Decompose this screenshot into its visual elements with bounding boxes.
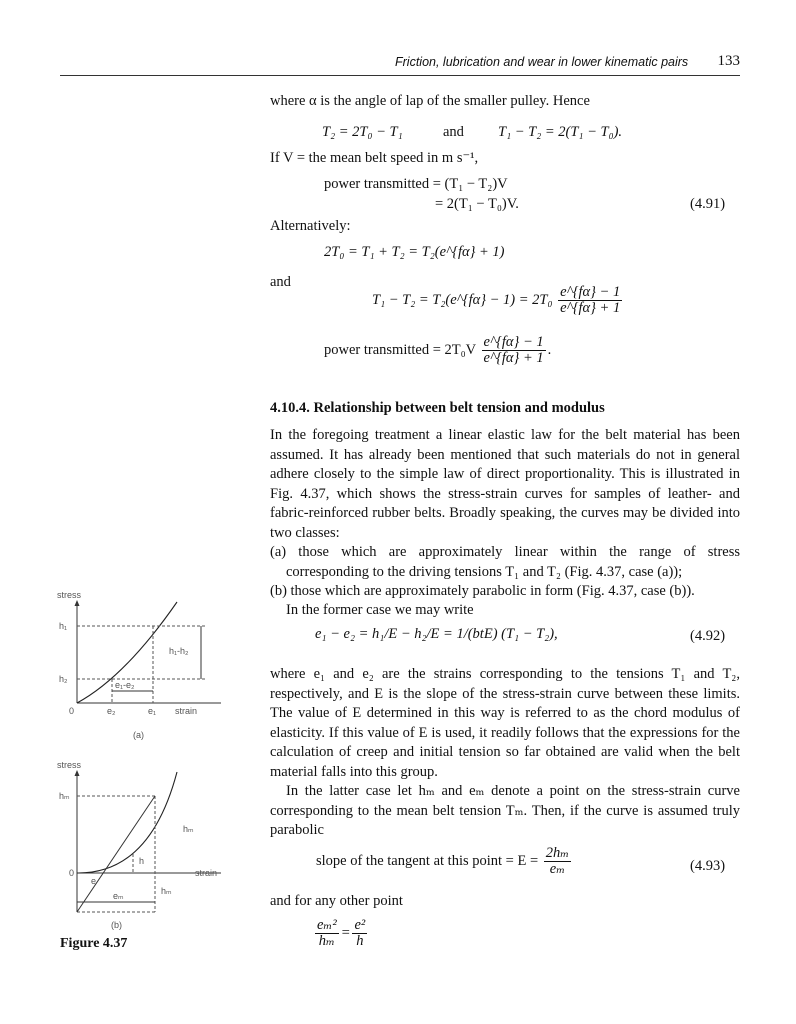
eq-t2: T₂ = 2T₀ − T₁ — [322, 124, 403, 140]
eq-number-4-92: (4.92) — [690, 628, 726, 644]
belt-speed-line: If V = the mean belt speed in m s⁻¹, — [270, 150, 479, 166]
fig-b-curve — [77, 772, 177, 873]
fig-a-e2: e₂ — [107, 706, 116, 716]
any-other-point: and for any other point — [270, 893, 403, 909]
eq-and: and — [443, 124, 464, 140]
figure-b — [55, 762, 245, 932]
eq-4-93-num: 2hₘ — [545, 845, 570, 861]
fig-b-em: eₘ — [113, 891, 124, 901]
list-item-b: (b) those which are approximately parabolic in form (Fig. 4.37, case (b)). — [270, 583, 695, 599]
pt-fraction-num: e^{fα} − 1 — [483, 334, 544, 350]
former-case: In the former case we may write — [286, 602, 474, 618]
fig-a-ylabel: stress — [57, 592, 82, 600]
figure-a — [55, 592, 245, 740]
pt-fraction-den: e^{fα} + 1 — [483, 350, 544, 366]
fig-b-hm2: hₘ — [183, 824, 194, 834]
paragraph-1: In the foregoing treatment a linear elastic law for the belt material has been assumed. It has already been mentioned that such materials do not in general adhere closely to the simple law of direct proportionality. This is illustrated in Fig. 4.37, which shows the stress-strain curves for samples of leather- and fabric-reinforced rubber belts. Broadly speaking, the curves may be divided into two classes: — [270, 427, 740, 541]
and-label: and — [270, 274, 291, 290]
eq-pt-left: power transmitted = 2T₀V — [324, 341, 476, 358]
fig-a-de: e₁-e₂ — [115, 680, 135, 690]
eq-4-93-den: eₘ — [549, 861, 566, 877]
fig-a-dh: h₁-h₂ — [169, 646, 189, 656]
fig-a-h2: h₂ — [59, 674, 68, 684]
fig-a-sublabel: (a) — [133, 730, 144, 740]
fig-a-y-arrow — [75, 600, 80, 606]
eq-t1-t2-ratio — [372, 285, 624, 316]
pt-fraction — [482, 335, 546, 366]
running-title: Friction, lubrication and wear in lower kinematic pairs — [395, 55, 689, 69]
eq-last-left-den: hₘ — [318, 933, 335, 949]
eq-last-left — [315, 918, 339, 949]
figure-caption: Figure 4.37 — [60, 936, 128, 951]
eq-last-right-num: e² — [354, 917, 366, 933]
intro-line: where α is the angle of lap of the smaller pulley. Hence — [270, 93, 590, 109]
fig-b-y-arrow — [75, 770, 80, 776]
eq-t1-t2-left: T₁ − T₂ = T₂(e^{fα} − 1) = 2T₀ — [372, 291, 553, 308]
fig-b-e: e — [91, 876, 97, 886]
eq-number-4-93: (4.93) — [690, 858, 726, 874]
eq-number-4-91: (4.91) — [690, 196, 726, 212]
eq-last: $\frac{\text{eₘ²}}{\text{hₘ}}$ = $\frac{\text{e²}}{h}$ — [317, 917, 366, 949]
eq-alternative: 2T₀ = T₁ + T₂ = T₂(e^{fα} + 1) — [324, 244, 505, 260]
fig-b-hm3: hₘ — [161, 886, 172, 896]
eq-power-1: power transmitted = (T₁ − T₂)V — [324, 176, 508, 192]
list-item-a: (a) those which are approximately linear within the range of stress corresponding to the driving tensions T₁ and T₂ (Fig. 4.37, case (a)); — [270, 544, 740, 580]
eq-power-transmitted: power transmitted = 2T₀V $\frac{e\^{}\{f\alpha\} - 1}{e\^{}\{f\alpha\} + 1}$ . — [324, 334, 552, 366]
exp-fraction — [558, 285, 622, 316]
fig-b-h: h — [139, 856, 145, 866]
eq-t1-minus-t2: T₁ − T₂ = 2(T₁ − T₀). — [498, 124, 623, 140]
fig-b-ylabel: stress — [57, 762, 82, 770]
fig-b-hm: hₘ — [59, 791, 70, 801]
fig-a-origin: 0 — [69, 706, 75, 716]
eq-4-92: e₁ − e₂ = h₁/E − h₂/E = 1/(btE) (T₁ − T₂), — [315, 626, 558, 642]
exp-fraction-den: e^{fα} + 1 — [560, 300, 621, 316]
header-rule — [60, 75, 740, 76]
page-number: 133 — [717, 53, 740, 69]
fig-b-sublabel: (b) — [111, 920, 122, 930]
fig-b-origin: 0 — [69, 868, 75, 878]
eq-last-right-den: h — [356, 933, 364, 949]
eq-last-left-num: eₘ² — [317, 917, 337, 933]
paragraph-3: In the latter case let hₘ and eₘ denote a point on the stress-strain curve corresponding to the mean belt tension Tₘ. Then, if the curve is assumed truly parabolic — [270, 783, 740, 838]
paragraph-2: where e₁ and e₂ are the strains corresponding to the tensions T₁ and T₂, respectively, and E is the slope of the stress-strain curve between these limits. The value of E determined in this way is referred to as the chord modulus of elasticity. If this value of E is used, it readily follows that the expressions for the calculation of creep and initial tension so far obtained are valid when the belt material falls into this group. — [270, 666, 740, 780]
section-heading: 4.10.4. Relationship between belt tension and modulus — [270, 400, 605, 416]
eq-4-93 — [316, 846, 573, 877]
fig-a-e1: e₁ — [148, 706, 157, 716]
fig-a-h1: h₁ — [59, 621, 68, 631]
exp-fraction-num: e^{fα} − 1 — [560, 284, 621, 300]
eq-4-93-text: slope of the tangent at this point = E = — [316, 852, 539, 869]
eq-4-93-fraction — [544, 846, 571, 877]
eq-last-right — [352, 918, 367, 949]
alternatively: Alternatively: — [270, 218, 351, 234]
eq-power-2: = 2(T₁ − T₀)V. — [435, 196, 519, 212]
fig-b-xlabel: strain — [195, 868, 218, 878]
fig-a-xlabel: strain — [175, 706, 198, 716]
running-header — [395, 55, 740, 69]
